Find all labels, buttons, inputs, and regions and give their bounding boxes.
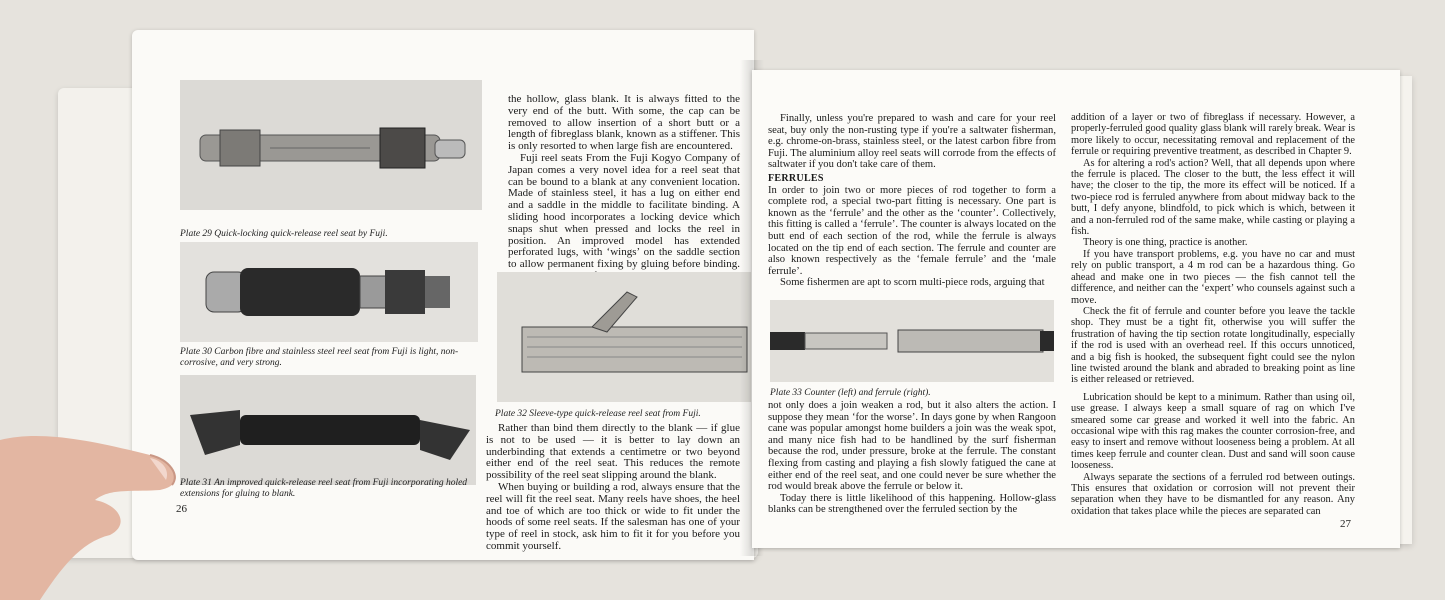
paragraph: the hollow, glass blank. It is always fitted to the very end of the butt. With some, the cap can be removed to allow insertion of a short butt or a length of fibreglass blank, known as a stiffener. This is only resorted to when large fish are encountered. (508, 93, 740, 153)
hand-holding-book (0, 430, 200, 600)
paragraph: If you have transport problems, e.g. you have no car and must rely on public transport, a 4 m rod can be a hazardous thing. Go ahead and make one in two pieces — the fish cannot tell the difference, and neither can the ‘expert’ who counsels against such a move. (1071, 248, 1355, 306)
plate-29-caption: Plate 29 Quick-locking quick-release reel seat by Fuji. (180, 229, 388, 239)
plate-31-photo (180, 375, 476, 485)
plate-33-caption: Plate 33 Counter (left) and ferrule (right). (770, 388, 931, 398)
right-col2 (1071, 112, 1355, 517)
right-col1-top (768, 113, 1056, 289)
paragraph: As for altering a rod's action? Well, that all depends upon where the ferrule is placed. The closer to the butt, the less effect it will have; the closer to the tip, the more its effect will be noticed. If a two-piece rod is ferruled anywhere from about midway back to the butt, I defy anyone, blindfold, to pick which is which, between it and a non-ferruled rod of the same make, while casting or playing a fish. (1071, 157, 1355, 238)
sleeve-reel-seat-image (497, 272, 751, 402)
carbon-reel-seat-image (180, 242, 478, 342)
holed-reel-seat-image (180, 375, 476, 485)
paragraph: addition of a layer or two of fibreglass if necessary. However, a properly-ferruled good quality glass blank will rarely break. Wear is more likely to occur, necessitating removal and replacement of the ferrule or requiring preventive treatment, as described in Chapter 9. (1071, 112, 1355, 158)
paragraph: In order to join two or more pieces of rod together to form a complete rod, a special two-part fitting is necessary. One part is known as the ‘ferrule’ and the other as the ‘counter’. Collectively, this fitting is called a ‘ferrule’. The counter is always located on the butt end of each section of the rod, while the ferrule is always located on the tip end of each section. The ferrule and counter are also known respectively as the ‘female ferrule’ and the ‘male ferrule’. (768, 184, 1056, 277)
right-col1-bottom (768, 400, 1056, 516)
reel-seat-image (180, 80, 482, 210)
ferrules-heading: FERRULES (768, 172, 824, 184)
page-number-right: 27 (1340, 518, 1351, 530)
plate-30-photo (180, 242, 478, 342)
paragraph: Lubrication should be kept to a minimum. Rather than using oil, use grease. I always keep a small square of rag on which I've smeared some car grease and worked it well into the fabric. An occasional wipe with this rag makes the counter corrosion-free, and easy to insert and remove without looseness being a problem. At all times keep ferrule and counter clean. Dust and sand will soon cause looseness. (1071, 391, 1355, 472)
paragraph: Theory is one thing, practice is another. (1083, 237, 1248, 249)
plate-32-caption: Plate 32 Sleeve-type quick-release reel seat from Fuji. (495, 409, 701, 419)
paragraph: Rather than bind them directly to the blank — if glue is not to be used — it is better to lay down an underbinding that extends a centimetre or two beyond either end of the reel seat. This reduces the remote possibility of the reel seat slipping around the blank. (486, 422, 740, 482)
page-number-left: 26 (176, 503, 187, 515)
paragraph: Always separate the sections of a ferruled rod between outings. This ensures that oxidation or corrosion will not prevent their separation when they have to be dismantled for any reason. Any oxidation that takes place while the pieces are separated can (1071, 471, 1355, 517)
plate-30-caption: Plate 30 Carbon fibre and stainless steel reel seat from Fuji is light, non-corrosive, and very strong. (180, 347, 459, 368)
paragraph: Today there is little likelihood of this happening. Hollow-glass blanks can be strengthened over the ferruled section by the (768, 492, 1056, 516)
paragraph: not only does a join weaken a rod, but it also alters the action. I suppose they mean ‘for the worse’. In days gone by when Rangoon cane was popular amongst home builders a join was the weak spot, and many nice fish had to be handlined by the surf fisherman because the rod, under pressure, broke at the ferrule. The constant flexing from casting and playing a fish slowly fatigued the cane at either end of the reel seat, and one could never be sure whether the rod would break above the ferrule or below it. (768, 400, 1056, 493)
paragraph: Some fishermen are apt to scorn multi-piece rods, arguing that (780, 277, 1045, 289)
plate-33-photo (770, 300, 1054, 382)
paragraph: When buying or building a rod, always ensure that the reel will fit the reel seat. Many reels have shoes, the heel and toe of which are too thick or wide to fit under the hoods of some reel seats. If the salesman has one of your type of reel in stock, ask him to fit it for you before you commit yourself. (486, 480, 740, 552)
left-text-bottom (486, 423, 740, 553)
ferrule-image (770, 300, 1054, 382)
paragraph: Check the fit of ferrule and counter before you leave the tackle shop. They must be a tight fit, otherwise you will suffer the frustration of having the tip section rotate longitudinally, especially if the rod is used with an overhead reel. If this occurs unnoticed, and a big fish is hooked, the subsequent fight could see the nylon line twisted around the blank and abraded to breaking point as line is either released or retrieved. (1071, 305, 1355, 386)
plate-29-photo (180, 80, 482, 210)
paragraph: Finally, unless you're prepared to wash and care for your reel seat, buy only the non-rusting type if you're a saltwater fisherman, e.g. chrome-on-brass, stainless steel, or the latest carbon fibre from Fuji. The aluminium alloy reel seats will corrode from the effects of saltwater if you don't take care of them. (768, 113, 1056, 171)
plate-31-caption: Plate 31 An improved quick-release reel seat from Fuji incorporating holed extensions for gluing to blank. (180, 478, 468, 499)
paragraph: Fuji reel seats From the Fuji Kogyo Company of Japan comes a very novel idea for a reel seat that can be bound to a blank at any convenient location. Made of stainless steel, it has a lug on either end and a saddle in the middle to facilitate binding. A sliding hood incorporates a locking device which snaps shut when pressed and locks the reel in position. An improved model has extended perforated lugs, with ‘wings’ on the saddle section to allow permanent fixing by gluing before binding. (508, 151, 740, 271)
plate-32-photo (497, 272, 751, 402)
